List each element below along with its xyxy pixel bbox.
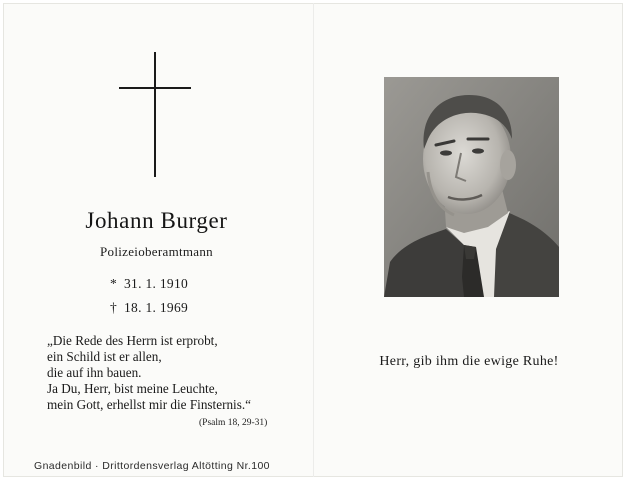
- death-date: 18. 1. 1969: [124, 300, 189, 315]
- bible-verse: [47, 333, 297, 413]
- publisher-imprint: Gnadenbild · Drittordensverlag Altötting Nr.100: [34, 460, 270, 472]
- verse-line: Ja Du, Herr, bist meine Leuchte,: [47, 381, 218, 396]
- verse-reference: (Psalm 18, 29-31): [199, 418, 268, 428]
- verse-line: mein Gott, erhellst mir die Finsternis.“: [47, 397, 252, 412]
- birth-symbol: *: [110, 276, 118, 291]
- verse-line: „Die Rede des Herrn ist erprobt,: [47, 333, 218, 348]
- portrait-photo-icon: [384, 77, 559, 297]
- verse-line: ein Schild ist er allen,: [47, 349, 162, 364]
- deceased-title: Polizeioberamtmann: [100, 244, 213, 259]
- death-symbol: †: [110, 300, 118, 315]
- card-fold-line: [313, 3, 314, 477]
- birth-date: 31. 1. 1910: [124, 276, 189, 291]
- prayer-text: Herr, gib ihm die ewige Ruhe!: [379, 354, 559, 369]
- death-line: [110, 300, 188, 316]
- deceased-name: Johann Burger: [85, 208, 228, 233]
- portrait-photo: [384, 77, 559, 297]
- cross-icon: [118, 52, 192, 180]
- verse-line: die auf ihn bauen.: [47, 365, 142, 380]
- birth-line: [110, 276, 188, 292]
